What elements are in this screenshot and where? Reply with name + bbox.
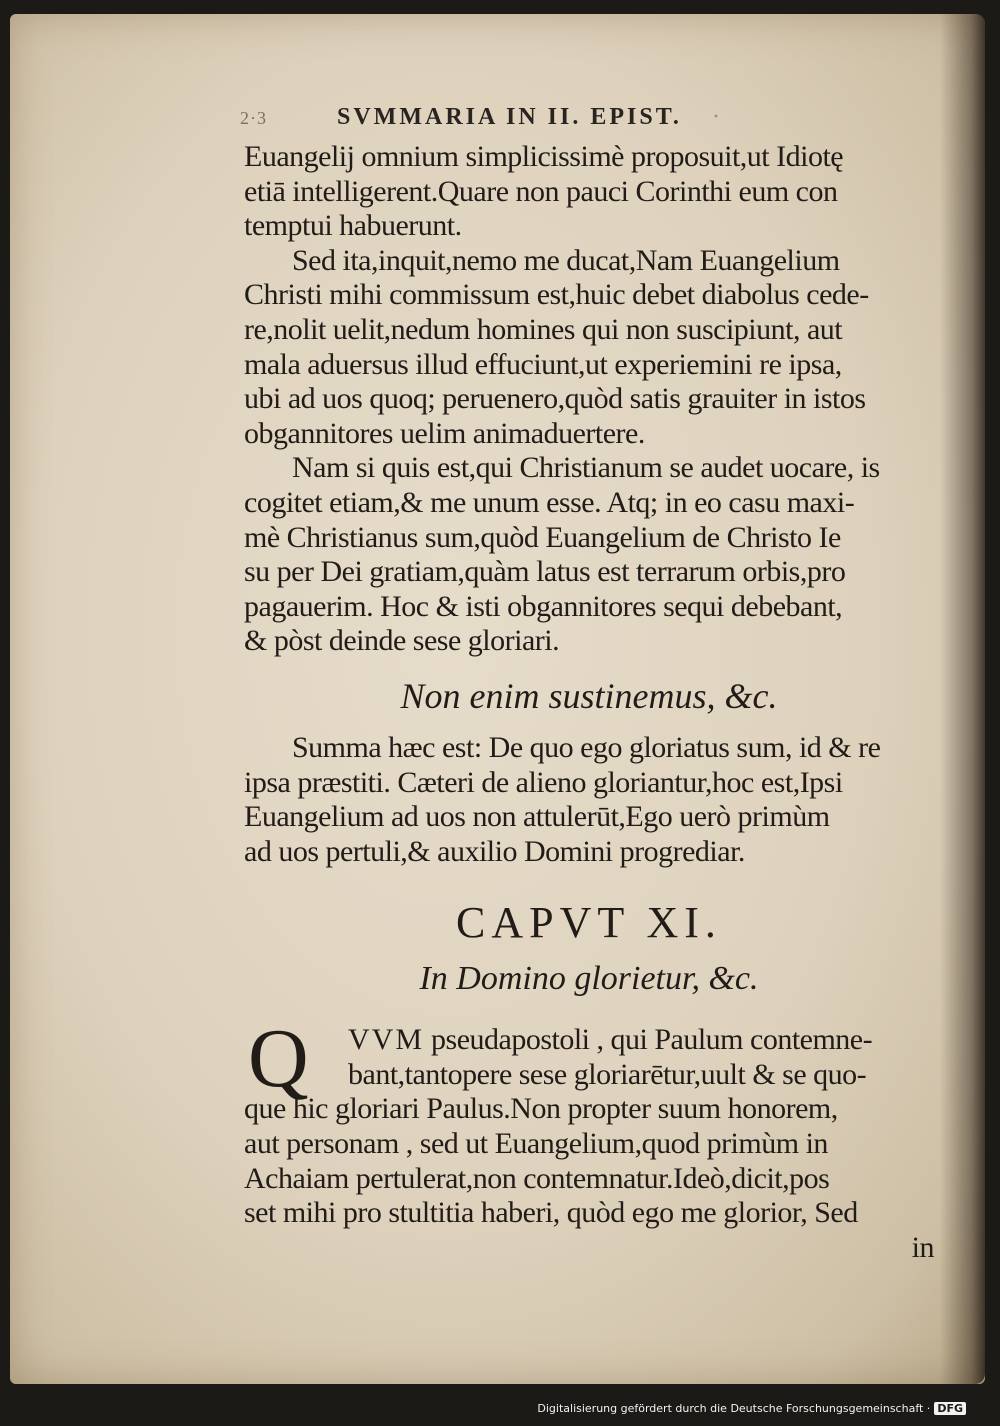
text-line: ipsa præstiti. Cæteri de alieno gloriantur,hoc est,Ipsi — [244, 765, 843, 799]
text-line: bant,tantopere sese gloriarētur,uult & se quo- — [348, 1057, 867, 1091]
chapter-heading: CAPVT XI. — [456, 898, 722, 948]
text-line: Euangelij omnium simplicissimè proposuit,ut Idiotę — [244, 140, 844, 173]
paragraph-block-1 — [244, 140, 934, 659]
text-line: obgannitores uelim animaduertere. — [244, 416, 645, 450]
header-ornament: · — [711, 104, 723, 130]
text-line: etiā intelligerent.Quare non pauci Corinthi eum con — [244, 174, 838, 208]
running-header — [240, 104, 723, 131]
digitization-credit — [537, 1402, 966, 1415]
folio-number: 2·3 — [240, 108, 267, 128]
page-spine-shadow — [940, 14, 985, 1384]
paragraph-block-3 — [244, 1023, 934, 1231]
credit-text: Digitalisierung gefördert durch die Deutsche Forschungsgemeinschaft · — [537, 1402, 931, 1415]
text-line: su per Dei gratiam,quàm latus est terrarum orbis,pro — [244, 555, 846, 589]
running-title: SVMMARIA IN II. EPIST. — [337, 104, 682, 130]
dfg-logo: DFG — [934, 1402, 966, 1415]
page-text — [244, 140, 934, 1265]
text-line: Euangelium ad uos non attulerūt,Ego uerò primùm — [244, 800, 830, 834]
italic-lemma-2: In Domino glorietur, &c. — [419, 960, 759, 998]
text-line: & pòst deinde sese gloriari. — [244, 624, 560, 658]
text-line: Summa hæc est: De quo ego gloriatus sum, id & re — [292, 730, 881, 764]
text-line: aut personam , sed ut Euangelium,quod primùm in — [244, 1127, 828, 1161]
text-line: mala aduersus illud effuciunt,ut experiemini re ipsa, — [244, 347, 842, 381]
text-line: re,nolit uelit,nedum homines qui non suscipiunt, aut — [244, 312, 843, 346]
text-line: cogitet etiam,& me unum esse. Atq; in eo casu maxi- — [244, 485, 855, 519]
text-line: Nam si quis est,qui Christianum se audet uocare, is — [292, 451, 880, 485]
text-line: Sed ita,inquit,nemo me ducat,Nam Euangelium — [292, 243, 840, 277]
text-line: Achaiam pertulerat,non contemnatur.Ideò,dicit,pos — [244, 1161, 830, 1195]
catchword: in — [911, 1230, 934, 1264]
text-line: pagauerim. Hoc & isti obgannitores sequi debebant, — [244, 589, 843, 623]
text-line: temptui habuerunt. — [244, 209, 462, 243]
text-line-content: pseudapostoli , qui Paulum contemne- — [431, 1023, 873, 1057]
text-line: ubi ad uos quoq; peruenero,quòd satis grauiter in istos — [244, 382, 866, 416]
text-line: Christi mihi commissum est,huic debet diabolus cede- — [244, 278, 869, 312]
drop-cap-letter: Q — [248, 1012, 309, 1106]
text-line — [244, 1023, 934, 1058]
text-line: mè Christianus sum,quòd Euangelium de Christo Ie — [244, 520, 841, 554]
text-line: ad uos pertuli,& auxilio Domini progrediar. — [244, 834, 745, 868]
paragraph-block-2 — [244, 731, 934, 869]
text-line: que hic gloriari Paulus.Non propter suum honorem, — [244, 1092, 838, 1126]
drop-cap-paragraph — [244, 1012, 934, 1231]
drop-cap-continuation: VVM — [348, 1023, 425, 1057]
text-line: set mihi pro stultitia haberi, quòd ego me glorior, Sed — [244, 1196, 858, 1230]
italic-lemma-1: Non enim sustinemus, &c. — [400, 675, 778, 716]
